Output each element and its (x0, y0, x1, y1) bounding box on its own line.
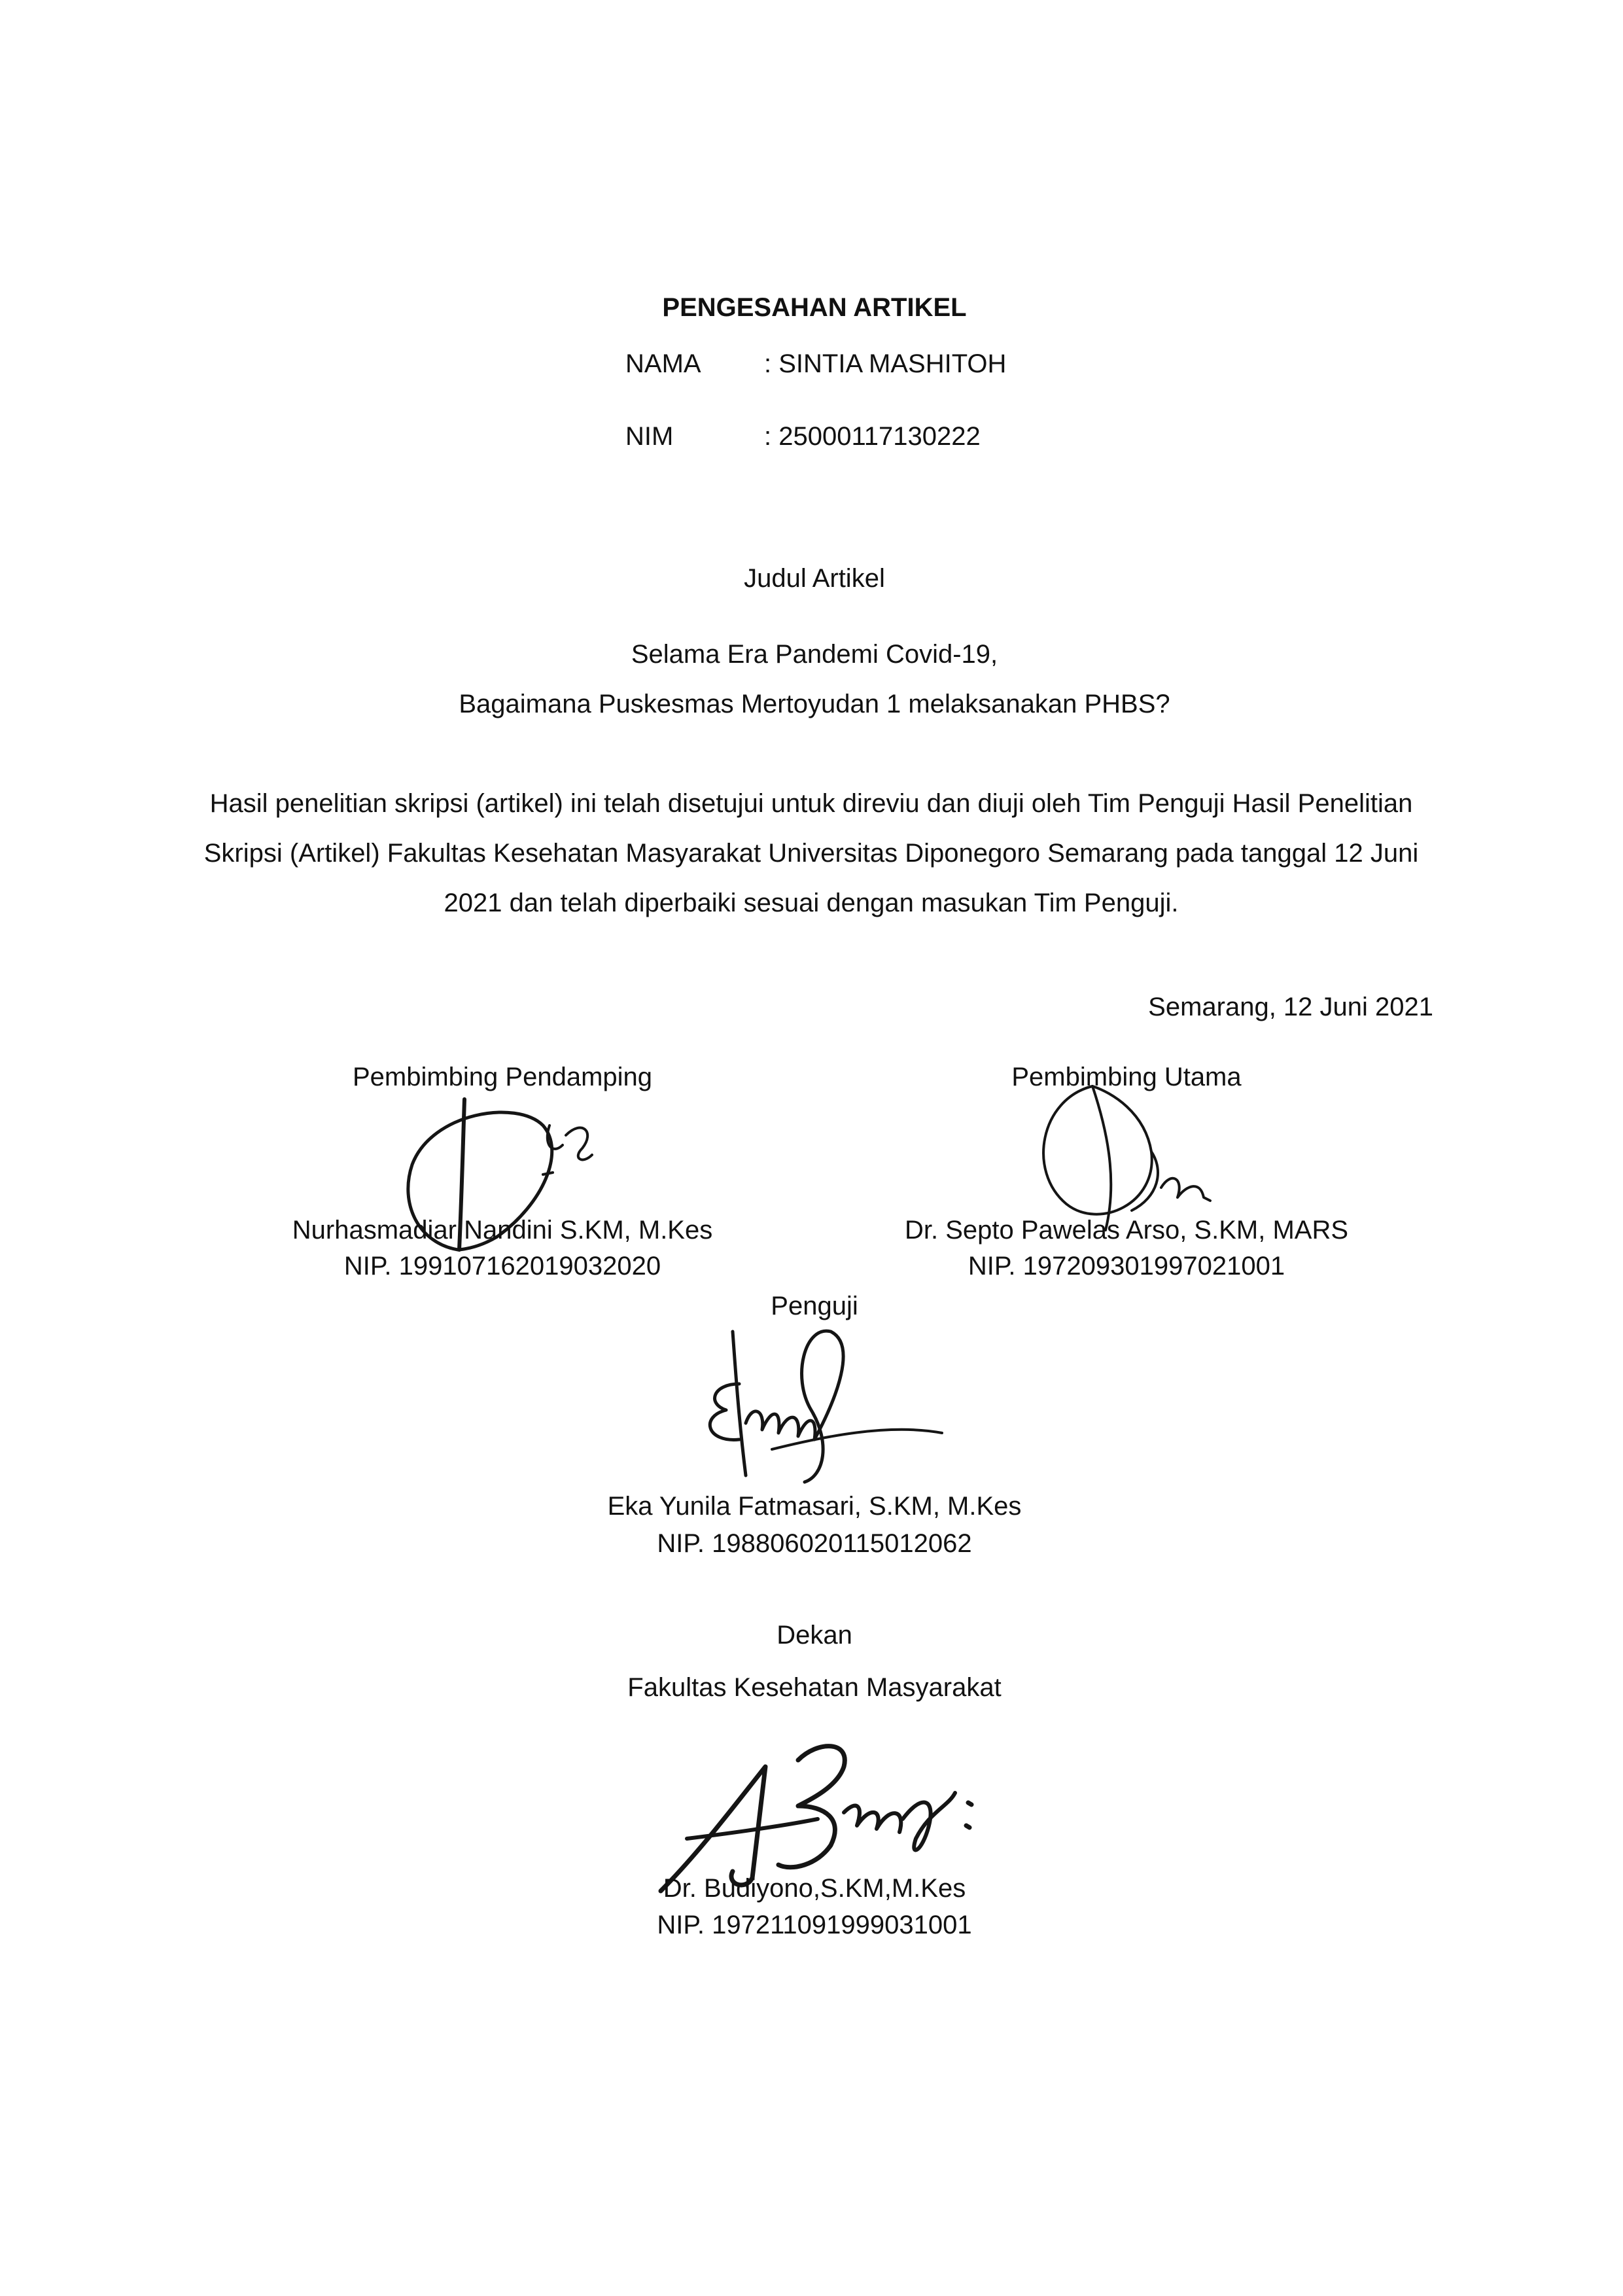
role-penguji: Penguji (771, 1292, 858, 1320)
name-pendamping: Nurhasmadiar Nandini S.KM, M.Kes (292, 1216, 713, 1245)
role-pembimbing-pendamping: Pembimbing Pendamping (352, 1063, 653, 1091)
signature-penguji (674, 1318, 949, 1489)
page-title: PENGESAHAN ARTIKEL (662, 293, 967, 322)
nip-dekan: NIP. 197211091999031001 (657, 1911, 972, 1939)
nim-label: NIM (625, 422, 674, 451)
judul-line-2: Bagaimana Puskesmas Mertoyudan 1 melaksanakan PHBS? (459, 690, 1170, 718)
nip-pendamping: NIP. 199107162019032020 (343, 1252, 661, 1280)
approval-paragraph: Hasil penelitian skripsi (artikel) ini telah disetujui untuk direviu dan diuji oleh Tim Penguji Hasil Penelitian Skripsi (Artikel) Fakultas Kesehatan Masyarakat Universitas Diponegoro Semarang pada tanggal 12 Juni 2021 dan telah diperbaiki sesuai dengan masukan Tim Penguji. (203, 789, 1419, 917)
role-dekan: Dekan (777, 1621, 852, 1650)
name-penguji: Eka Yunila Fatmasari, S.KM, M.Kes (607, 1492, 1022, 1521)
role-pembimbing-utama: Pembimbing Utama (1011, 1063, 1242, 1091)
place-date: Semarang, 12 Juni 2021 (1148, 993, 1433, 1021)
judul-heading: Judul Artikel (744, 564, 885, 593)
name-dekan: Dr. Budiyono,S.KM,M.Kes (663, 1874, 966, 1903)
name-utama: Dr. Septo Pawelas Arso, S.KM, MARS (904, 1216, 1349, 1245)
nip-utama: NIP. 197209301997021001 (968, 1252, 1285, 1280)
judul-line-1: Selama Era Pandemi Covid-19, (631, 640, 998, 669)
nim-value: : 25000117130222 (764, 422, 981, 451)
nama-label: NAMA (625, 349, 701, 378)
nip-penguji: NIP. 198806020115012062 (657, 1529, 972, 1558)
role-dekan-faculty: Fakultas Kesehatan Masyarakat (627, 1673, 1002, 1702)
nama-value: : SINTIA MASHITOH (764, 349, 1007, 378)
